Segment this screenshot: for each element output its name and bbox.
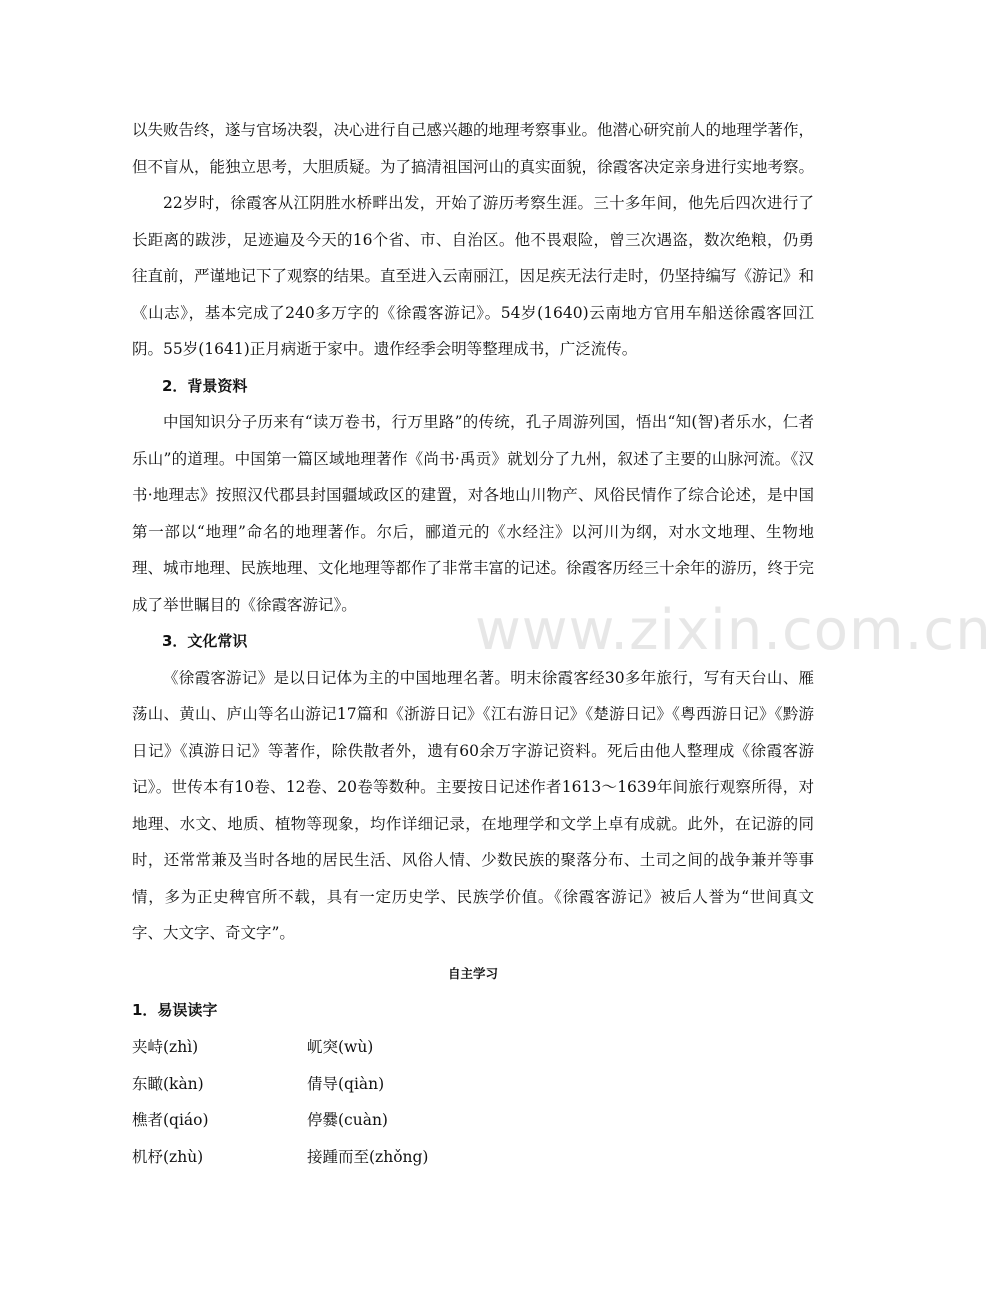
- vocab-item: 倩导(qiàn): [307, 1074, 385, 1093]
- study-title: 自主学习: [447, 965, 498, 981]
- vocab-row: [132, 1065, 814, 1102]
- paragraph-culture: 《徐霞客游记》是以日记体为主的中国地理名著。明末徐霞客经30多年旅行，写有天台山、雁荡山、黄山、庐山等名山游记17篇和《浙游日记》《江右游日记》《楚游日记》《粤西游日记》《黔游日记》《滇游日记》等著作，除佚散者外，遗有60余万字游记资料。死后由他人整理成《徐霞客游记》。世传本有10卷、12卷、20卷等数种。主要按日记述作者1613～1639年间旅行观察所得，对地理、水文、地质、植物等现象，均作详细记录，在地理学和文学上卓有成就。此外，在记游的同时，还常常兼及当时各地的居民生活、风俗人情、少数民族的聚落分布、土司之间的战争兼并等事情，多为正史稗官所不载，具有一定历史学、民族学价值。《徐霞客游记》被后人誉为“世间真文字、大文字、奇文字”。: [132, 668, 814, 942]
- section-heading-background: 2．背景资料: [162, 376, 248, 395]
- study-subheading: 1．易误读字: [132, 1000, 218, 1019]
- vocab-row: [132, 1101, 814, 1138]
- vocab-row: [132, 1138, 814, 1175]
- vocab-item: 东瞰(kàn): [132, 1074, 204, 1093]
- section-heading-culture: 3．文化常识: [162, 632, 248, 650]
- vocab-item: 接踵而至(zhǒng): [307, 1147, 429, 1166]
- paragraph-background: 中国知识分子历来有“读万卷书，行万里路”的传统，孔子周游列国，悟出“知(智)者乐水，仁者乐山”的道理。中国第一篇区域地理著作《尚书·禹贡》就划分了九州，叙述了主要的山脉河流。《汉书·地理志》按照汉代郡县封国疆域政区的建置，对各地山川物产、风俗民情作了综合论述，是中国第一部以“地理”命名的地理著作。尔后，郦道元的《水经注》以河川为纲，对水文地理、生物地理、城市地理、民族地理、文化地理等都作了非常丰富的记述。徐霞客历经三十余年的游历，终于完成了举世瞩目的《徐霞客游记》。: [132, 413, 815, 614]
- vocab-item: 夹峙(zhì): [132, 1038, 199, 1057]
- paragraph-travel-career: 22岁时，徐霞客从江阴胜水桥畔出发，开始了游历考察生涯。三十多年间，他先后四次进行了长距离的跋涉，足迹遍及今天的16个省、市、自治区。他不畏艰险，曾三次遇盗，数次绝粮，仍勇往直前，严谨地记下了观察的结果。直至进入云南丽江，因足疾无法行走时，仍坚持编写《游记》和《山志》，基本完成了240多万字的《徐霞客游记》。54岁(1640)云南地方官用车船送徐霞客回江阴。55岁(1641)正月病逝于家中。遗作经季会明等整理成书，广泛流传。: [132, 194, 815, 358]
- document-body: [132, 112, 814, 1174]
- watermark-text: www.zixin.com.cn: [475, 598, 992, 663]
- paragraph-intro-end: 以失败告终，遂与官场决裂，决心进行自己感兴趣的地理考察事业。他潜心研究前人的地理学著作，但不盲从，能独立思考，大胆质疑。为了搞清祖国河山的真实面貌，徐霞客决定亲身进行实地考察。: [132, 121, 815, 176]
- vocab-item: 屼突(wù): [307, 1038, 374, 1057]
- vocab-row: [132, 1028, 814, 1065]
- vocab-item: 机杼(zhù): [132, 1147, 204, 1166]
- vocab-item: 停爨(cuàn): [307, 1111, 388, 1130]
- vocab-list: [132, 1028, 814, 1174]
- vocab-item: 樵者(qiáo): [132, 1111, 209, 1130]
